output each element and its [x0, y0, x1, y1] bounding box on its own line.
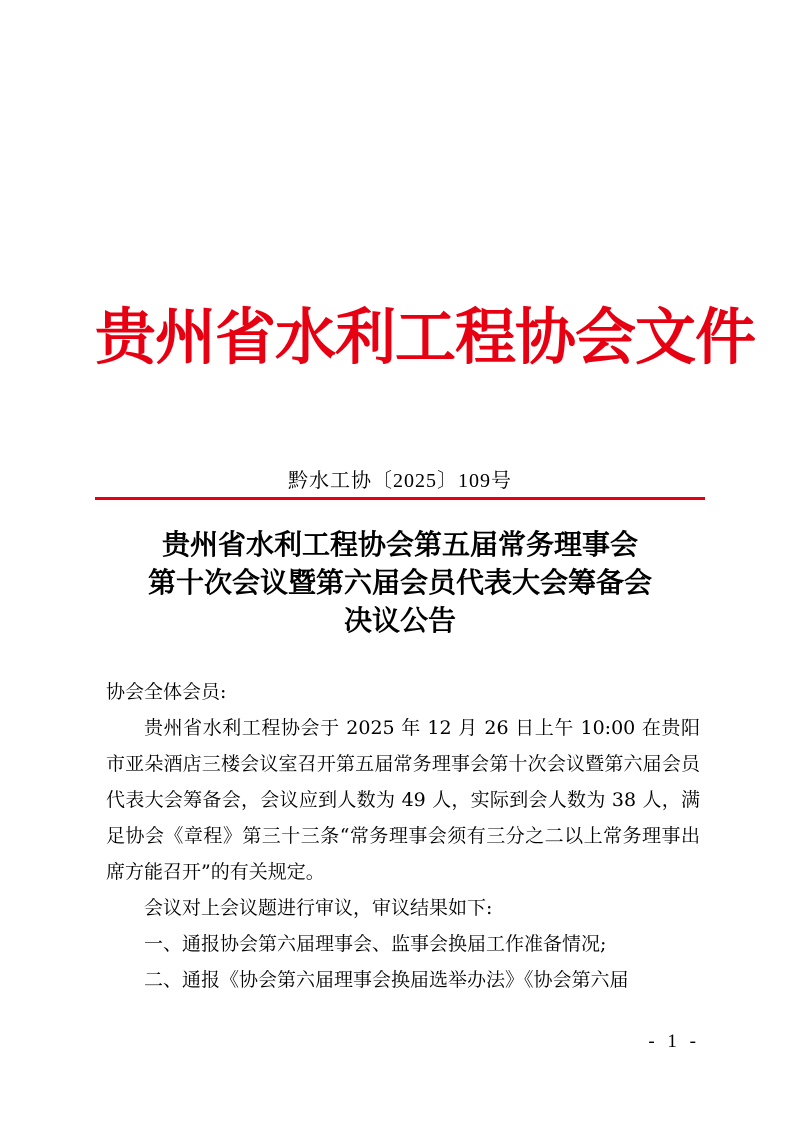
salutation: 协会全体会员:	[106, 681, 227, 703]
title-line-3: 决议公告	[343, 604, 456, 637]
announcement-title	[95, 526, 705, 640]
title-line-1: 贵州省水利工程协会第五届常务理事会	[161, 528, 638, 561]
red-divider-line	[95, 497, 705, 500]
title-line-2: 第十次会议暨第六届会员代表大会筹备会	[147, 566, 652, 599]
body-paragraph: 一、通报协会第六届理事会、监事会换届工作准备情况;	[144, 933, 607, 955]
document-body	[106, 674, 700, 998]
body-paragraph: 二、通报《协会第六届理事会换届选举办法》《协会第六届	[144, 969, 629, 991]
document-number: 黔水工协〔2025〕109号	[288, 470, 512, 492]
page-number: - 1 -	[648, 1031, 700, 1052]
body-paragraph: 贵州省水利工程协会于 2025 年 12 月 26 日上午 10:00 在贵阳市亚朵酒店三楼会议室召开第五届常务理事会第十次会议暨第六届会员代表大会筹备会，会议应到人数为 49 人，实际到会人数为 38 人，满足协会《章程》第三十三条“常务理事会须有三分之二以上常务理事出席方能召开”的有关规定。	[106, 717, 700, 883]
org-masthead-title: 贵州省水利工程协会文件	[95, 302, 756, 373]
body-paragraph: 会议对上会议题进行审议，审议结果如下:	[144, 897, 493, 919]
